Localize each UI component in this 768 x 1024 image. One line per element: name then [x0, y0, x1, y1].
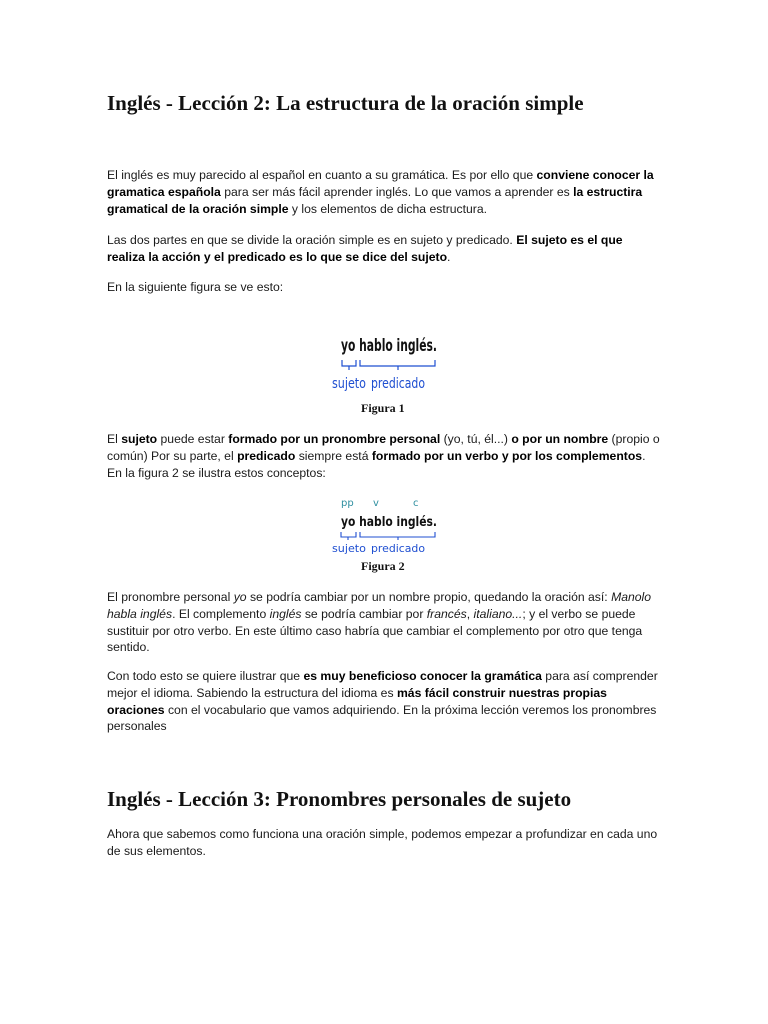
figure-2-subject-bracket	[341, 532, 356, 540]
text-run: con el vocabulario que vamos adquiriendo. En la próxima lección veremos los pronombres personales	[107, 702, 657, 734]
italic-text: inglés	[269, 606, 302, 621]
text-run: para ser más fácil aprender inglés. Lo que vamos a aprender es	[220, 184, 574, 199]
bold-text: conviene conocer la gramatica española	[107, 168, 654, 199]
figure-2-tag-pp: pp	[341, 498, 354, 509]
lesson-2-paragraph-1	[107, 167, 663, 217]
text-run: Ahora que sabemos como funciona una oración simple, podemos empezar a profundizar en cada uno de sus elementos.	[107, 827, 658, 858]
text-run: El inglés es muy parecido al español en cuanto a su gramática. Es por ello que	[107, 168, 537, 182]
lesson-2-paragraph-2	[107, 232, 663, 266]
figure-2-subject-label: sujeto	[332, 542, 367, 555]
text-run: Las dos partes en que se divide la oración simple es en sujeto y predicado.	[107, 233, 517, 247]
lesson-2-paragraph-6	[107, 668, 663, 735]
bold-text: predicado	[237, 448, 296, 463]
italic-text: francés	[426, 606, 467, 621]
text-run: . El complemento	[172, 606, 270, 621]
figure-2-tag-c: c	[413, 498, 419, 509]
lesson-3-title: Inglés - Lección 3: Pronombres personales de sujeto	[107, 787, 572, 811]
figure-1-sentence: yo hablo inglés.	[341, 336, 437, 356]
text-run: Con todo esto se quiere ilustrar que	[107, 669, 304, 683]
bold-text: más fácil construir nuestras propias oraciones	[107, 685, 607, 717]
italic-text: Manolo habla inglés	[107, 590, 652, 621]
figure-2-predicate-label: predicado	[371, 542, 426, 555]
text-run: El	[107, 432, 122, 446]
lesson-2-paragraph-5	[107, 589, 663, 656]
text-run: para así comprender mejor el idioma. Sabiendo la estructura del idioma es	[107, 669, 658, 700]
italic-text: italiano...	[473, 606, 523, 621]
text-run: (yo, tú, él...)	[440, 432, 512, 446]
bold-text: o por un nombre	[511, 432, 609, 446]
figure-1-subject-bracket	[342, 360, 356, 370]
text-run: ,	[466, 606, 474, 621]
text-run: siempre está	[295, 448, 372, 463]
lesson-3-paragraph-1	[107, 826, 663, 860]
text-run: El pronombre personal	[107, 590, 234, 604]
figure-1-predicate-label: predicado	[371, 376, 425, 392]
bold-text: la estructira gramatical de la oración simple	[107, 184, 643, 216]
text-run: y los elementos de dicha estructura.	[288, 201, 488, 216]
italic-text: yo	[233, 590, 247, 604]
lesson-2-title: Inglés - Lección 2: La estructura de la oración simple	[107, 91, 584, 115]
figure-1-subject-label: sujeto	[332, 376, 366, 392]
figure-2-tag-v: v	[373, 498, 379, 509]
bold-text: es muy beneficioso conocer la gramática	[303, 669, 542, 683]
text-run: . En la figura 2 se ilustra estos conceptos:	[107, 448, 646, 480]
bold-text: formado por un verbo y por los complementos	[371, 448, 643, 463]
text-run: se podría cambiar por	[301, 606, 427, 621]
bold-text: El sujeto es el que realiza la acción y el predicado es lo que se dice del sujeto	[107, 233, 623, 264]
figure-1-caption: Figura 1	[361, 401, 405, 415]
figure-2-sentence: yo hablo inglés.	[341, 515, 437, 530]
text-run: se podría cambiar por un nombre propio, quedando la oración así:	[246, 590, 612, 604]
lesson-2-paragraph-4	[107, 431, 663, 481]
figure-1-predicate-bracket	[360, 360, 435, 370]
text-run: .	[447, 249, 451, 264]
bold-text: formado por un pronombre personal	[228, 432, 441, 446]
text-run: puede estar	[157, 432, 229, 446]
text-run: (propio o común) Por su parte, el	[107, 432, 660, 463]
text-run: ; y el verbo se puede sustituir por otro verbo. En este último caso habría que cambiar el complemento por otro que tenga sentido.	[107, 606, 643, 655]
figure-2-caption: Figura 2	[361, 559, 405, 573]
text-run: En la siguiente figura se ve esto:	[107, 280, 284, 294]
lesson-2-paragraph-3	[107, 279, 663, 296]
figure-2-predicate-bracket	[360, 532, 435, 540]
bold-text: sujeto	[121, 432, 158, 446]
